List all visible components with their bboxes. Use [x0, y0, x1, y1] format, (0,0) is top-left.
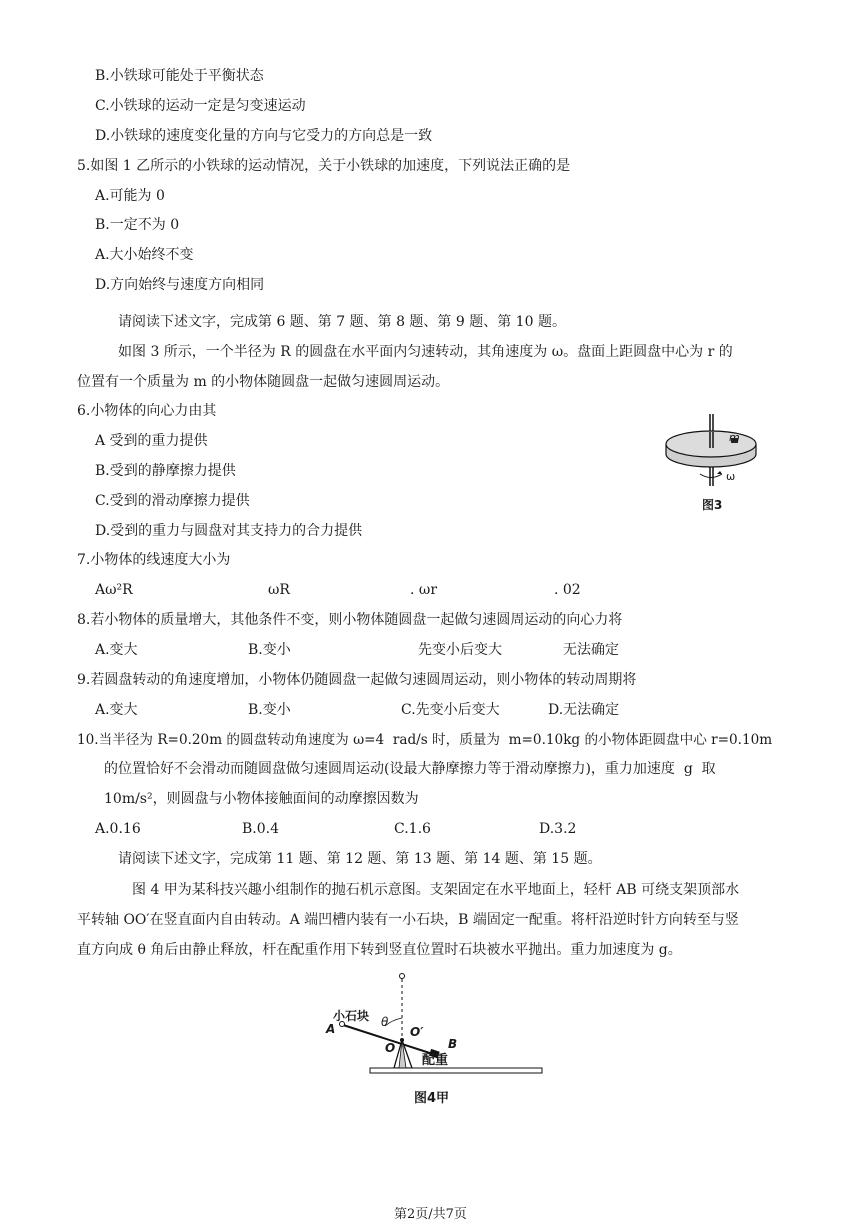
q8-option-d: 无法确定: [563, 642, 619, 658]
q6-option-b: B.受到的静摩擦力提供: [95, 463, 236, 479]
q8-option-c: 先变小后变大: [418, 642, 502, 658]
q9-stem: 9.若圆盘转动的角速度增加，小物体仍随圆盘一起做匀速圆周运动，则小物体的转动周期将: [77, 672, 637, 688]
fig4-theta-label: θ: [381, 1015, 389, 1029]
figure-3-disk: [660, 410, 770, 510]
q5-stem: 5.如图 1 乙所示的小铁球的运动情况，关于小铁球的加速度，下列说法正确的是: [77, 158, 571, 174]
q9-option-d: D.无法确定: [548, 702, 620, 718]
q6-stem: 6.小物体的向心力由其: [77, 403, 217, 419]
q8-option-b: B.变小: [248, 642, 291, 658]
q4-option-b: B.小铁球可能处于平衡状态: [95, 68, 264, 84]
q10-line1: 10.当半径为 R=0.20m 的圆盘转动角速度为 ω=4 rad/s 时，质量为 m=0.10kg 的小物体距圆盘中心 r=0.10m: [77, 732, 773, 748]
passage2-line1: 图 4 甲为某科技兴趣小组制作的抛石机示意图。支架固定在水平地面上，轻杆 AB 可绕支架顶部水: [132, 882, 740, 898]
fig3-caption: 图3: [702, 498, 723, 512]
q4-option-d: D.小铁球的速度变化量的方向与它受力的方向总是一致: [95, 128, 433, 144]
q10-line3: 10m/s²，则圆盘与小物体接触面间的动摩擦因数为: [104, 791, 419, 807]
passage2-instruction: 请阅读下述文字，完成第 11 题、第 12 题、第 13 题、第 14 题、第 15 题。: [118, 851, 602, 867]
fig4-caption: 图4甲: [414, 1091, 450, 1106]
passage2-line2: 平转轴 OO′在竖直面内自由转动。A 端凹槽内装有一小石块，B 端固定一配重。将杆沿逆时针方向转至与竖: [77, 912, 739, 928]
passage2-line3: 直方向成 θ 角后由静止释放，杆在配重作用下转到竖直位置时石块被水平抛出。重力加速度为 g。: [77, 942, 682, 958]
q5-option-c: A.大小始终不变: [95, 247, 194, 263]
fig4-a-label: A: [326, 1022, 336, 1036]
fig4-o-prime-label: O′: [410, 1025, 424, 1039]
q10-line2: 的位置恰好不会滑动而随圆盘做匀速圆周运动(设最大静摩擦力等于滑动摩擦力)，重力加速度 g 取: [104, 761, 716, 777]
q6-option-d: D.受到的重力与圆盘对其支持力的合力提供: [95, 523, 363, 539]
q5-option-d: D.方向始终与速度方向相同: [95, 277, 265, 293]
q10-option-c: C.1.6: [394, 821, 431, 837]
q10-option-d: D.3.2: [539, 821, 577, 837]
passage1-line1: 如图 3 所示，一个半径为 R 的圆盘在水平面内匀速转动，其角速度为 ω。盘面上距圆盘中心为 r 的: [118, 344, 733, 360]
fig4-stone-label: 小石块: [333, 1009, 370, 1023]
passage1-instruction: 请阅读下述文字，完成第 6 题、第 7 题、第 8 题、第 9 题、第 10 题。: [118, 314, 566, 330]
q7-option-d: . 02: [554, 582, 581, 598]
page-number: 第2页/共7页: [394, 1207, 467, 1222]
q5-option-a: A.可能为 0: [95, 188, 165, 204]
q9-option-c: C.先变小后变大: [401, 702, 500, 718]
fig4-weight-label: 配重: [422, 1053, 449, 1068]
fig4-o-label: O: [385, 1041, 396, 1055]
q8-option-a: A.变大: [95, 642, 138, 658]
fig3-omega-label: ω: [726, 470, 736, 483]
fig3-mass-label: m: [729, 431, 740, 444]
q10-option-b: B.0.4: [242, 821, 280, 837]
q9-option-b: B.变小: [248, 702, 291, 718]
q10-option-a: A.0.16: [95, 821, 141, 837]
q6-option-a: A 受到的重力提供: [95, 433, 208, 449]
q5-option-b: B.一定不为 0: [95, 217, 180, 233]
q8-stem: 8.若小物体的质量增大，其他条件不变，则小物体随圆盘一起做匀速圆周运动的向心力将: [77, 612, 623, 628]
fig4-b-label: B: [448, 1037, 458, 1051]
q9-option-a: A.变大: [95, 702, 138, 718]
q7-option-a: Aω²R: [95, 582, 133, 598]
q7-stem: 7.小物体的线速度大小为: [77, 552, 231, 568]
q4-option-c: C.小铁球的运动一定是匀变速运动: [95, 98, 306, 114]
q7-option-b: ωR: [268, 582, 290, 598]
passage1-line2: 位置有一个质量为 m 的小物体随圆盘一起做匀速圆周运动。: [77, 374, 450, 390]
q6-option-c: C.受到的滑动摩擦力提供: [95, 493, 250, 509]
q7-option-c: . ωr: [410, 582, 438, 598]
